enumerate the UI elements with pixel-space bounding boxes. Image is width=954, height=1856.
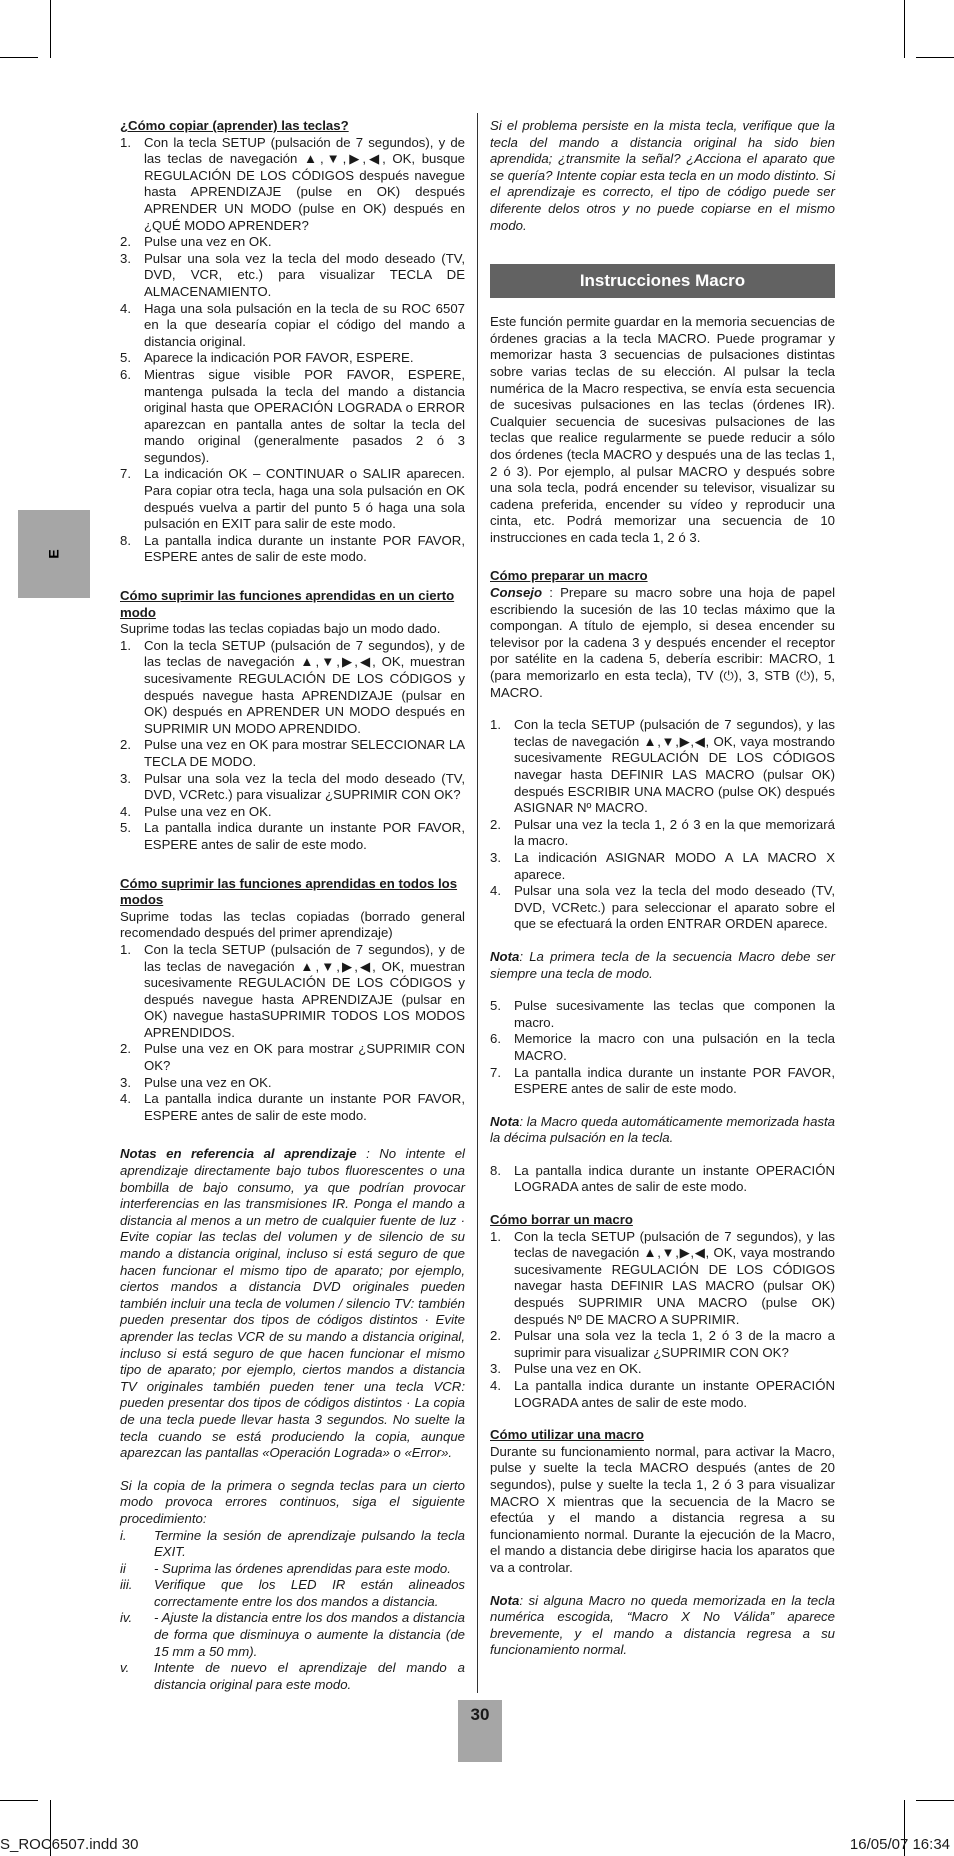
learning-notes	[120, 1146, 465, 1461]
persist-note: Si el problema persiste en la mista tecla, verifique que la tecla del mando a distancia original ha sido bien aprendida; ¿transmite la señal? ¿Acciona el aparato que se quería? Intente copiar esta tecla en un modo distinto. Si el aprendizaje es correcto, el tipo de código puede ser diferente delos otros y no puede copiarse en el mismo modo.	[490, 118, 835, 233]
list-item: 6. Mientras sigue visible POR FAVOR, ESPERE, mantenga pulsada la tecla del mando a distancia original hasta que OPERACIÓN LOGRADA o ERROR aparezcan en pantalla antes de soltar la tecla del mando original (generalmente pasados 2 ó 3 segundos).	[120, 366, 465, 465]
suppress-all-intro: Suprime todas las teclas copiadas (borrado general recomendado después del primer aprendizaje)	[120, 908, 465, 941]
page-number: 30	[458, 1700, 502, 1762]
list-item: 3. La indicación ASIGNAR MODO A LA MACRO X aparece.	[490, 849, 835, 882]
list-item: 6. Memorice la macro con una pulsación en la tecla MACRO.	[490, 1031, 835, 1063]
consejo-text: : Prepare su macro sobre una hoja de papel escribiendo la sucesión de las 10 teclas máximo que la compongan. A título de ejemplo, si desea encender su televisor por la cadena 3 y después encender el receptor por satélite en la cadena 5, debería escribir: MACRO, 1 (para memorizarlo en esta tecla), TV (⏻), 3, STB (⏻), 5, MACRO.	[490, 585, 835, 700]
footer-file: S_ROC6507.indd 30	[0, 1836, 139, 1853]
suppress-mode-intro: Suprime todas las teclas copiadas bajo un modo dado.	[120, 621, 441, 637]
list-item: 1. Con la tecla SETUP (pulsación de 7 segundos), y de las teclas de navegación ▲,▼,▶,◀, OK, muestran sucesivamente REGULACIÓN DE LOS CÓDIGOS y después navegue hasta APRENDIZAJE (pulsar en OK) después en APRENDER UN MODO después en SUPRIMIR UN MODO APRENDIDO.	[120, 637, 465, 736]
nota-2-text: : la Macro queda automáticamente memorizada hasta la décima pulsación en la tecla.	[490, 1113, 835, 1146]
suppress-mode-heading: Cómo suprimir las funciones aprendidas en un cierto modo	[120, 588, 455, 620]
list-item: ii - Suprima las órdenes aprendidas para este modo.	[120, 1560, 451, 1576]
use-macro-heading: Cómo utilizar una macro	[490, 1427, 644, 1443]
list-item: 2. Pulsar una vez la tecla 1, 2 ó 3 en la que memorizará la macro.	[490, 816, 835, 849]
macro-section-title: Instrucciones Macro	[490, 264, 835, 298]
suppress-all-steps	[120, 942, 465, 1125]
delete-macro-heading: Cómo borrar un macro	[490, 1212, 633, 1228]
delete-macro-steps	[490, 1229, 835, 1412]
nota-2	[490, 1114, 835, 1147]
suppress-mode-steps	[120, 638, 465, 854]
column-divider	[477, 113, 478, 1693]
list-item: 3. Pulse una vez en OK.	[120, 1074, 272, 1090]
nota-3-text: : si alguna Macro no queda memorizada en la tecla numérica escogida, “Macro X No Válida” aparece brevemente, y el mando a distancia regresa a su funcionamiento normal.	[490, 1592, 835, 1658]
crop-mark	[0, 1800, 38, 1801]
nota-1	[490, 949, 835, 982]
consejo-label: Consejo	[490, 585, 543, 601]
list-item: 4. La pantalla indica durante un instante OPERACIÓN LOGRADA antes de salir de este modo.	[490, 1378, 835, 1410]
errors-intro: Si la copia de la primera o segnda teclas para un cierto modo provoca errores continuos, siga el siguiente procedimiento:	[120, 1477, 465, 1526]
language-side-tab: E	[18, 510, 90, 598]
copy-keys-heading: ¿Cómo copiar (aprender) las teclas?	[120, 118, 349, 133]
list-item: 2. Pulse una vez en OK para mostrar SELECCIONAR LA TECLA DE MODO.	[120, 737, 465, 769]
consejo-paragraph	[490, 585, 835, 701]
learning-notes-text: : No intente el aprendizaje directamente bajo tubos fluorescentes o una bombilla de bajo consumo, ya que podrían provocar interferencias en las transmisiones IR. Ponga el mando a distancia al menos a un metro de cualquier fuente de luz · Evite copiar las teclas del volumen y de silencio de su mando a distancia original, incluso si está seguro de que hacen funcionar el mismo tipo de aparato; por ejemplo, ciertos mandos a distancia DVD originales pueden también incluir una tecla de volumen / silencio TV: también pueden presentar dos tipos de códigos distintos · Evite aprender las teclas VCR de su mando a distancia original, incluso si está seguro de que hacen funcionar el mismo tipo de aparato; por ejemplo, ciertos mandos a distancia TV originales también pueden tener una tecla VCR: pueden presentar dos tipos de códigos distintos · La copia de una tecla puede llevar hasta 3 segundos. No suelte la tecla cuando se está produciendo la copia, aunque aparezcan las pantallas «Operación Lograda» o «Error».	[120, 1146, 465, 1461]
list-item: 3. Pulsar una sola vez la tecla del modo deseado (TV, DVD, VCRetc.) para visualizar ¿SUPRIMIR CON OK?	[120, 770, 465, 803]
list-item: 3. Pulse una vez en OK.	[490, 1361, 642, 1377]
list-item: 8. La pantalla indica durante un instante POR FAVOR, ESPERE antes de salir de este modo.	[120, 532, 465, 565]
left-column	[120, 118, 465, 1693]
right-column	[490, 118, 835, 1659]
crop-mark	[904, 0, 905, 58]
learning-notes-label: Notas en referencia al aprendizaje	[120, 1146, 357, 1162]
list-item: 4. Pulsar una sola vez la tecla del modo deseado (TV, DVD, VCRetc.) para seleccionar el aparato sobre el que se efectuará la orden ENTRAR ORDEN aparece.	[490, 883, 835, 932]
list-item: iii. Verifique que los LED IR están alineados correctamente entre los dos mandos a distancia.	[120, 1577, 465, 1609]
list-item: iv. - Ajuste la distancia entre los dos mandos a distancia de forma que disminuya o aumente la distancia (de 15 mm a 50 mm).	[120, 1610, 465, 1659]
list-item: 4. Pulse una vez en OK.	[120, 803, 272, 819]
copy-keys-steps	[120, 135, 465, 566]
list-item: 2. Pulse una vez en OK.	[120, 234, 272, 250]
list-item: v. Intente de nuevo el aprendizaje del mando a distancia original para este modo.	[120, 1660, 465, 1692]
crop-mark	[50, 0, 51, 58]
list-item: 5. Aparece la indicación POR FAVOR, ESPERE.	[120, 350, 414, 366]
list-item: 2. Pulsar una sola vez la tecla 1, 2 ó 3 de la macro a suprimir para visualizar ¿SUPRIMIR CON OK?	[490, 1328, 835, 1360]
list-item: 4. La pantalla indica durante un instante POR FAVOR, ESPERE antes de salir de este modo.	[120, 1091, 465, 1123]
list-item: 1. Con la tecla SETUP (pulsación de 7 segundos), y las teclas de navegación ▲,▼,▶,◀, OK, vaya mostrando sucesivamente REGULACIÓN DE LOS CÓDIGOS navegar hasta DEFINIR LAS MACRO (pulsar OK) después SUPRIMIR UNA MACRO (pulse OK) después Nº DE MACRO A SUPRIMIR.	[490, 1228, 835, 1327]
list-item: i. Termine la sesión de aprendizaje pulsando la tecla EXIT.	[120, 1527, 465, 1560]
crop-mark	[0, 57, 38, 58]
macro-steps-a	[490, 717, 835, 933]
list-item: 5. La pantalla indica durante un instante POR FAVOR, ESPERE antes de salir de este modo.	[120, 820, 465, 852]
list-item: 1. Con la tecla SETUP (pulsación de 7 segundos), y las teclas de navegación ▲,▼,▶,◀, OK, vaya mostrando sucesivamente REGULACIÓN DE LOS CÓDIGOS navegar hasta DEFINIR LAS MACRO (pulsar OK) después ESCRIBIR UNA MACRO (pulse OK) después ASIGNAR Nº MACRO.	[490, 717, 835, 816]
footer-date: 16/05/07 16:34	[849, 1836, 950, 1853]
nota-3-label: Nota	[490, 1592, 520, 1608]
nota-1-text: : La primera tecla de la secuencia Macro debe ser siempre una tecla de modo.	[490, 948, 835, 981]
use-macro-text: Durante su funcionamiento normal, para activar la Macro, pulse y suelte la tecla MACRO después (antes de 20 segundos), pulse y suelte la tecla 1, 2 ó 3 para visualizar MACRO X mientras que la secuencia de la Macro se efectúa y el mando a distancia regresa a su funcionamiento normal. Durante la ejecución de la Macro, el mando a distancia debe dirigirse hacia los aparatos que va a controlar.	[490, 1443, 835, 1575]
suppress-all-heading: Cómo suprimir las funciones aprendidas en todos los modos	[120, 875, 458, 908]
errors-steps	[120, 1528, 465, 1694]
macro-intro: Este función permite guardar en la memoria secuencias de órdenes gracias a la tecla MACRO. Puede programar y memorizar hasta 3 secuencias de pulsaciones distintas sobre varias teclas de su elección. Al pulsar la tecla numérica de la Macro respectiva, se envía esta secuencia de sucesivas pulsaciones en las teclas (órdenes IR). Cualquier secuencia de sucesivas pulsaciones de las teclas que realice regularmente se puede reducir a sólo dos órdenes (tecla MACRO y después una de las teclas 1, 2 ó 3). Por ejemplo, al pulsar MACRO y después sobre una sola tecla, podrá encender su televisor, visualizar su cadena preferida, encender su vídeo y reproducir una cinta, etc. Podrá memorizar una secuencia de 10 instrucciones en cada tecla 1, 2 ó 3.	[490, 314, 835, 545]
crop-mark	[916, 57, 954, 58]
macro-steps-b	[490, 998, 835, 1098]
list-item: 7. La pantalla indica durante un instante POR FAVOR, ESPERE antes de salir de este modo.	[490, 1064, 835, 1097]
prepare-macro-heading: Cómo preparar un macro	[490, 568, 648, 584]
list-item: 7. La indicación OK – CONTINUAR o SALIR aparecen. Para copiar otra tecla, haga una sola pulsación en OK después vuelva a partir del punto 5 ó haga una sola pulsación en EXIT para salir de este modo.	[120, 466, 465, 532]
nota-1-label: Nota	[490, 948, 520, 964]
crop-mark	[916, 1800, 954, 1801]
list-item: 5. Pulse sucesivamente las teclas que componen la macro.	[490, 998, 835, 1030]
list-item: 1. Con la tecla SETUP (pulsación de 7 segundos), y de las teclas de navegación ▲,▼,▶,◀, OK, muestran sucesivamente REGULACIÓN DE LOS CÓDIGOS y después navegue hasta APRENDIZAJE (pulsar en OK) navegue hastaSUPRIMIR TODOS LOS MODOS APRENDIDOS.	[120, 941, 465, 1040]
nota-2-label: Nota	[490, 1113, 520, 1129]
list-item: 4. Haga una sola pulsación en la tecla de su ROC 6507 en la que desearía copiar el código del mando a distancia original.	[120, 300, 465, 349]
list-item: 3. Pulsar una sola vez la tecla del modo deseado (TV, DVD, VCR, etc.) para visualizar TECLA DE ALMACENAMIENTO.	[120, 250, 465, 299]
list-item: 1. Con la tecla SETUP (pulsación de 7 segundos), y de las teclas de navegación ▲,▼,▶,◀, OK, busque REGULACIÓN DE LOS CÓDIGOS después navegue hasta APRENDIZAJE (pulse en OK) después APRENDER UN MODO (pulse en OK) después en ¿QUÉ MODO APRENDER?	[120, 134, 465, 233]
list-item: 8. La pantalla indica durante un instante OPERACIÓN LOGRADA antes de salir de este modo.	[490, 1162, 835, 1195]
macro-step-8	[490, 1163, 835, 1196]
list-item: 2. Pulse una vez en OK para mostrar ¿SUPRIMIR CON OK?	[120, 1041, 465, 1074]
nota-3	[490, 1593, 835, 1659]
